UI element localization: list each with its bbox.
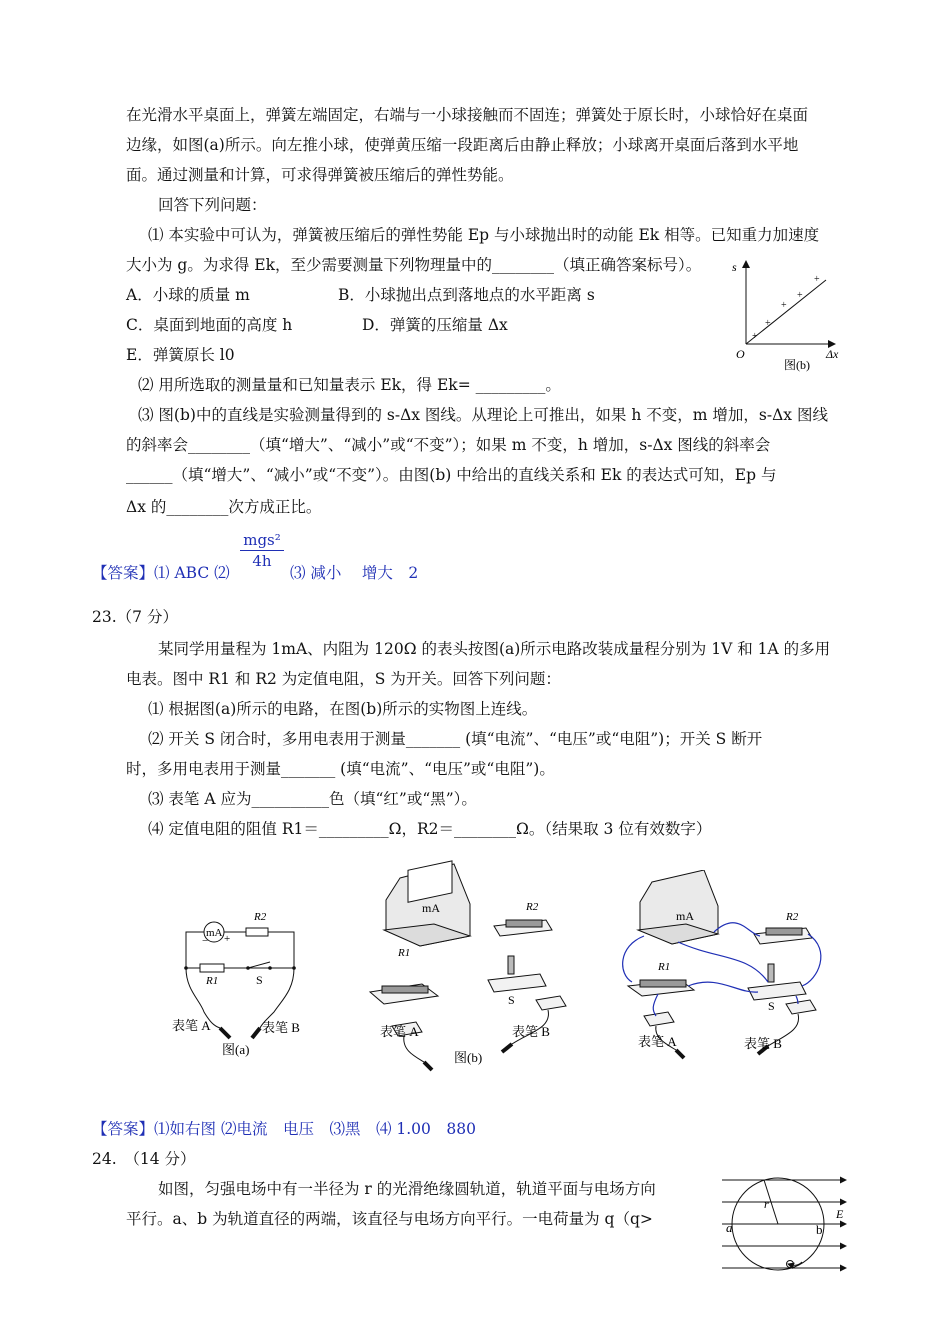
p22-intro-line3: 面。通过测量和计算，可求得弹簧被压缩后的弹性势能。 [126, 166, 514, 184]
r2-label-c: R2 [786, 911, 799, 923]
p24-line1: 如图，匀强电场中有一半径为 r 的光滑绝缘圆轨道，轨道平面与电场方向 [158, 1180, 656, 1198]
meter-label-c: mA [676, 909, 694, 923]
p23-answer-label: 【答案】 [92, 1120, 155, 1138]
p23-answer-text: ⑴如右图 ⑵电流 电压 ⑶黑 ⑷ 1.00 880 [154, 1120, 476, 1138]
graph-x-label: Δx [826, 347, 839, 361]
p23-line2: 电表。图中 R1 和 R2 为定值电阻，S 为开关。回答下列问题： [126, 670, 561, 688]
p22-q3-line1: ⑶ 图(b)中的直线是实验测量得到的 s-Δx 图线。从理论上可推出，如果 h 不变，m 增加，s-Δx 图线 [138, 406, 828, 424]
p23-q1: ⑴ 根据图(a)所示的电路，在图(b)所示的实物图上连线。 [148, 700, 538, 718]
p22-answer-part1: ⑴ ABC ⑵ [154, 564, 230, 582]
svg-text:+: + [814, 274, 820, 285]
p22-graph-b [728, 258, 846, 376]
meter-label-a: mA [206, 927, 223, 939]
p22-q3-line3: ______（填“增大”、“减小”或“不变”）。由图(b) 中给出的直线关系和 Ek 的表达式可知，Ep 与 [126, 466, 777, 484]
p22-intro-line1: 在光滑水平桌面上，弹簧左端固定，右端与一小球接触而不固连；弹簧处于原长时，小球恰好在桌面 [126, 106, 809, 124]
p22-answer-part3: ⑶ 减小 增大 2 [290, 564, 419, 582]
p23-q2-line1: ⑵ 开关 S 闭合时，多用电表用于测量_______ (填“电流”、“电压”或“电阻”)；开关 S 断开 [148, 730, 763, 748]
p22-prompt: 回答下列问题： [158, 196, 267, 214]
p22-answer-fraction [240, 530, 284, 571]
caption-b: 图(b) [454, 1050, 483, 1065]
p24-header: 24. （14 分） [92, 1150, 196, 1168]
p22-intro-line2: 边缘，如图(a)所示。向左推小球，使弹黄压缩一段距离后由静止释放；小球离开桌面后落到水平地 [126, 136, 799, 154]
r2-label-b: R2 [526, 901, 539, 913]
switch-label-b: S [508, 993, 515, 1007]
p23-header: 23.（7 分） [92, 608, 178, 626]
pen-a-label-a: 表笔 A [172, 1018, 211, 1033]
meter-plus: + [224, 933, 231, 945]
p22-option-d: D．弹簧的压缩量 Δx [362, 316, 508, 334]
pen-a-label-b: 表笔 A [380, 1024, 419, 1039]
meter-minus: − [202, 935, 209, 947]
label-a: a [726, 1220, 733, 1235]
graph-data-points [752, 274, 820, 342]
r1-label-c: R1 [658, 961, 671, 973]
r2-resistor-symbol [246, 928, 268, 936]
switch-label-c: S [768, 999, 775, 1013]
p22-q1-line2: 大小为 g。为求得 Ek，至少需要测量下列物理量中的________（填正确答案标号）。 [126, 256, 702, 274]
svg-text:+: + [752, 331, 758, 342]
svg-text:+: + [781, 300, 787, 311]
meter-label-b: mA [422, 901, 440, 915]
p23-q2-line2: 时，多用电表用于测量_______ (填“电流”、“电压”或“电阻”)。 [126, 760, 555, 778]
p22-option-a: A．小球的质量 m [126, 286, 250, 304]
p23-answer [92, 1118, 476, 1140]
r1-resistor-symbol [200, 964, 224, 972]
p23-apparatus-figure-b [362, 860, 574, 1072]
pen-b-label-c: 表笔 B [744, 1036, 782, 1051]
pen-b-label-a: 表笔 B [262, 1020, 300, 1035]
p22-q3-line2: 的斜率会________（填“增大”、“减小”或“不变”）；如果 m 不变，h 增加，s-Δx 图线的斜率会 [126, 436, 771, 454]
graph-fit-line [746, 280, 826, 344]
p23-q4: ⑷ 定值电阻的阻值 R1＝_________Ω，R2＝________Ω。（结果取 3 位有效数字） [148, 820, 712, 838]
p22-q3-line4: Δx 的________次方成正比。 [126, 498, 322, 516]
fraction-numerator: mgs² [240, 530, 284, 551]
label-E: E [836, 1207, 844, 1221]
fraction-denominator: 4h [252, 552, 272, 570]
pen-b-label-b: 表笔 B [512, 1024, 550, 1039]
graph-origin-label: O [736, 347, 745, 361]
p24-line2: 平行。a、b 为轨道直径的两端，该直径与电场方向平行。一电荷量为 q（q> [126, 1210, 653, 1228]
switch-symbol [248, 962, 270, 968]
switch-board [488, 974, 546, 992]
svg-text:+: + [797, 290, 803, 301]
graph-caption: 图(b) [784, 358, 810, 372]
switch-label-a: S [256, 973, 263, 987]
pen-b-board [536, 996, 566, 1010]
caption-a: 图(a) [222, 1042, 250, 1057]
label-b: b [816, 1222, 823, 1237]
p23-wired-apparatus [618, 870, 836, 1062]
svg-text:+: + [765, 318, 771, 329]
p23-circuit-figure-a [170, 900, 320, 1060]
p22-answer [92, 562, 230, 584]
p24-field-figure [718, 1166, 852, 1282]
p22-option-e: E．弹簧原长 l0 [126, 346, 235, 364]
p23-q3: ⑶ 表笔 A 应为__________色（填“红”或“黑”）。 [148, 790, 477, 808]
p22-q2: ⑵ 用所选取的测量量和已知量表示 Ek，得 Ek= _________。 [138, 376, 561, 394]
p22-answer-label: 【答案】 [92, 564, 155, 582]
p23-line1: 某同学用量程为 1mA、内阻为 120Ω 的表头按图(a)所示电路改装成量程分别为 1V 和 1A 的多用 [158, 640, 831, 658]
r2-label-a: R2 [254, 911, 267, 923]
field-lines [722, 1180, 846, 1268]
charged-ball [787, 1261, 794, 1268]
graph-y-label: s [732, 260, 737, 274]
p22-option-c: C．桌面到地面的高度 h [126, 316, 293, 334]
p22-q1-line1: ⑴ 本实验中可认为，弹簧被压缩后的弹性势能 Ep 与小球抛出时的动能 Ek 相等。已知重力加速度 [148, 226, 820, 244]
pen-a-label-c: 表笔 A [638, 1034, 677, 1049]
r1-label-a: R1 [206, 975, 219, 987]
p22-option-b: B．小球抛出点到落地点的水平距离 s [338, 286, 595, 304]
r1-label-b: R1 [398, 947, 411, 959]
label-r: r [764, 1197, 769, 1211]
